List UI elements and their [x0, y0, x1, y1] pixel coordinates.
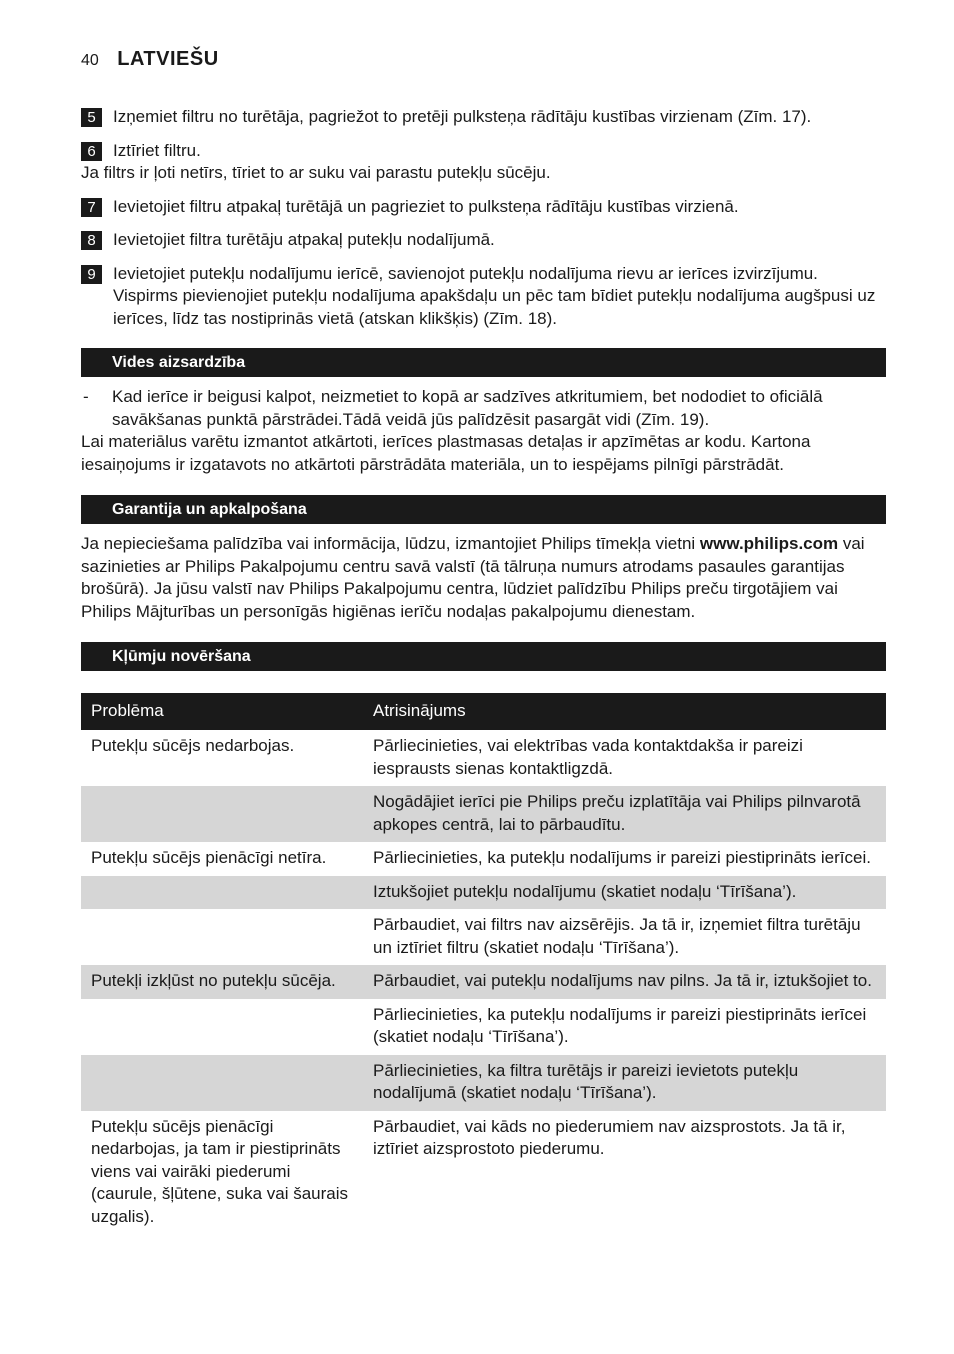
bullet-text: Kad ierīce ir beigusi kalpot, neizmetiet to kopā ar sadzīves atkritumiem, bet nododiet to oficiālā savākšanas punktā pārstrādei.Tādā veidā jūs palīdzēsit pasargāt vidi (Zīm. 19). [112, 387, 823, 429]
solution-cell: Pārliecinieties, ka putekļu nodalījums ir pareizi piestiprināts ierīcei (skatiet nodaļu ‘Tīrīšana’). [363, 999, 886, 1055]
problem-cell: Putekļi izkļūst no putekļu sūcēja. [81, 965, 363, 999]
warranty-text-end: vai sazinieties ar Philips Pakalpojumu centru savā valstī (tā tālruņa numurs atrodams pasaules garantijas brošūrā). Ja jūsu valstī nav Philips Pakalpojumu centra, lūdziet palīdzību Philips preču tirgotājiem vai Philips Mājturības un personīgās higiēnas ierīču nodaļas pakalpojumu dienestam. [81, 534, 865, 621]
problem-cell [81, 999, 363, 1055]
step-7 [81, 196, 886, 219]
solution-cell: Pārbaudiet, vai kāds no piederumiem nav aizsprostots. Ja tā ir, iztīriet aizsprostoto piederumu. [363, 1111, 886, 1235]
step-6-note: Ja filtrs ir ļoti netīrs, tīriet to ar suku vai parastu putekļu sūcēju. [81, 163, 551, 182]
section-heading-troubleshooting: Kļūmju novēršana [81, 642, 886, 671]
solution-cell: Pārbaudiet, vai filtrs nav aizsērējis. Ja tā ir, izņemiet filtra turētāju un iztīriet filtru (skatiet nodaļu ‘Tīrīšana’). [363, 909, 886, 965]
step-number: 7 [81, 198, 102, 217]
table-row [81, 965, 886, 999]
step-6 [81, 140, 886, 163]
table-row [81, 909, 886, 965]
environment-bullet [81, 386, 886, 431]
environment-paragraph: Lai materiālus varētu izmantot atkārtoti, ierīces plastmasas detaļas ir apzīmētas ar kodu. Kartona iesaiņojums ir izgatavots no atkārtoti pārstrādāta materiāla, un to iespējams pilnīgi pārstrādāt. [81, 432, 811, 474]
solution-cell: Pārbaudiet, vai putekļu nodalījums nav pilns. Ja tā ir, iztukšojiet to. [363, 965, 886, 999]
table-row [81, 842, 886, 876]
section-heading-environment: Vides aizsardzība [81, 348, 886, 377]
problem-cell: Putekļu sūcējs nedarbojas. [81, 730, 363, 786]
step-text: Ievietojiet filtru atpakaļ turētājā un pagrieziet to pulksteņa rādītāju kustības virzienā. [113, 196, 739, 216]
solution-cell: Nogādājiet ierīci pie Philips preču izplatītāja vai Philips pilnvarotā apkopes centrā, lai to pārbaudītu. [363, 786, 886, 842]
step-text: Ievietojiet putekļu nodalījumu ierīcē, savienojot putekļu nodalījuma rievu ar ierīces izvirzījumu. Vispirms pievienojiet putekļu nodalījuma apakšdaļu un pēc tam bīdiet putekļu nodalījuma augšpusi uz ierīces, līdz tas nostiprinās vietā (atskan klikšķis) (Zīm. 18). [113, 263, 876, 328]
problem-cell: Putekļu sūcējs pienācīgi nedarbojas, ja tam ir piestiprināts viens vai vairāki piederumi (caurule, šļūtene, suka vai šaurais uzgalis). [81, 1111, 363, 1235]
step-8 [81, 229, 886, 252]
step-9 [81, 263, 886, 331]
table-header-row [81, 693, 886, 730]
bullet-dash: - [83, 387, 89, 406]
step-number: 8 [81, 231, 102, 250]
problem-cell [81, 876, 363, 910]
language-title: LATVIEŠU [117, 48, 219, 70]
solution-cell: Iztukšojiet putekļu nodalījumu (skatiet nodaļu ‘Tīrīšana’). [363, 876, 886, 910]
problem-cell [81, 786, 363, 842]
column-header-problem: Problēma [81, 693, 363, 730]
table-row [81, 999, 886, 1055]
warranty-paragraph [81, 533, 886, 623]
table-row [81, 1111, 886, 1235]
table-row [81, 1055, 886, 1111]
step-text: Iztīriet filtru. [113, 140, 201, 160]
solution-cell: Pārliecinieties, ka putekļu nodalījums ir pareizi piestiprināts ierīcei. [363, 842, 886, 876]
step-number: 9 [81, 265, 102, 284]
step-number: 5 [81, 108, 102, 127]
step-text: Ievietojiet filtra turētāju atpakaļ putekļu nodalījumā. [113, 230, 495, 249]
section-heading-warranty: Garantija un apkalpošana [81, 495, 886, 524]
page-header [81, 48, 219, 71]
solution-cell: Pārliecinieties, ka filtra turētājs ir pareizi ievietots putekļu nodalījumā (skatiet nodaļu ‘Tīrīšana’). [363, 1055, 886, 1111]
problem-cell [81, 1055, 363, 1111]
problem-cell: Putekļu sūcējs pienācīgi netīra. [81, 842, 363, 876]
troubleshooting-table [81, 693, 886, 1234]
philips-website-link[interactable]: www.philips.com [699, 534, 839, 553]
table-row [81, 876, 886, 910]
step-text: Izņemiet filtru no turētāja, pagriežot to pretēji pulksteņa rādītāju kustības virzienam (Zīm. 17). [113, 107, 812, 126]
table-row [81, 786, 886, 842]
column-header-solution: Atrisinājums [363, 693, 886, 730]
solution-cell: Pārliecinieties, vai elektrības vada kontaktdakša ir pareizi iesprausts sienas kontaktligzdā. [363, 730, 886, 786]
table-row [81, 730, 886, 786]
step-5 [81, 106, 886, 129]
step-number: 6 [81, 142, 102, 161]
page-content [81, 106, 886, 1234]
problem-cell [81, 909, 363, 965]
page-number: 40 [81, 52, 99, 69]
warranty-text-start: Ja nepieciešama palīdzība vai informācija, lūdzu, izmantojiet Philips tīmekļa vietni [81, 534, 700, 553]
